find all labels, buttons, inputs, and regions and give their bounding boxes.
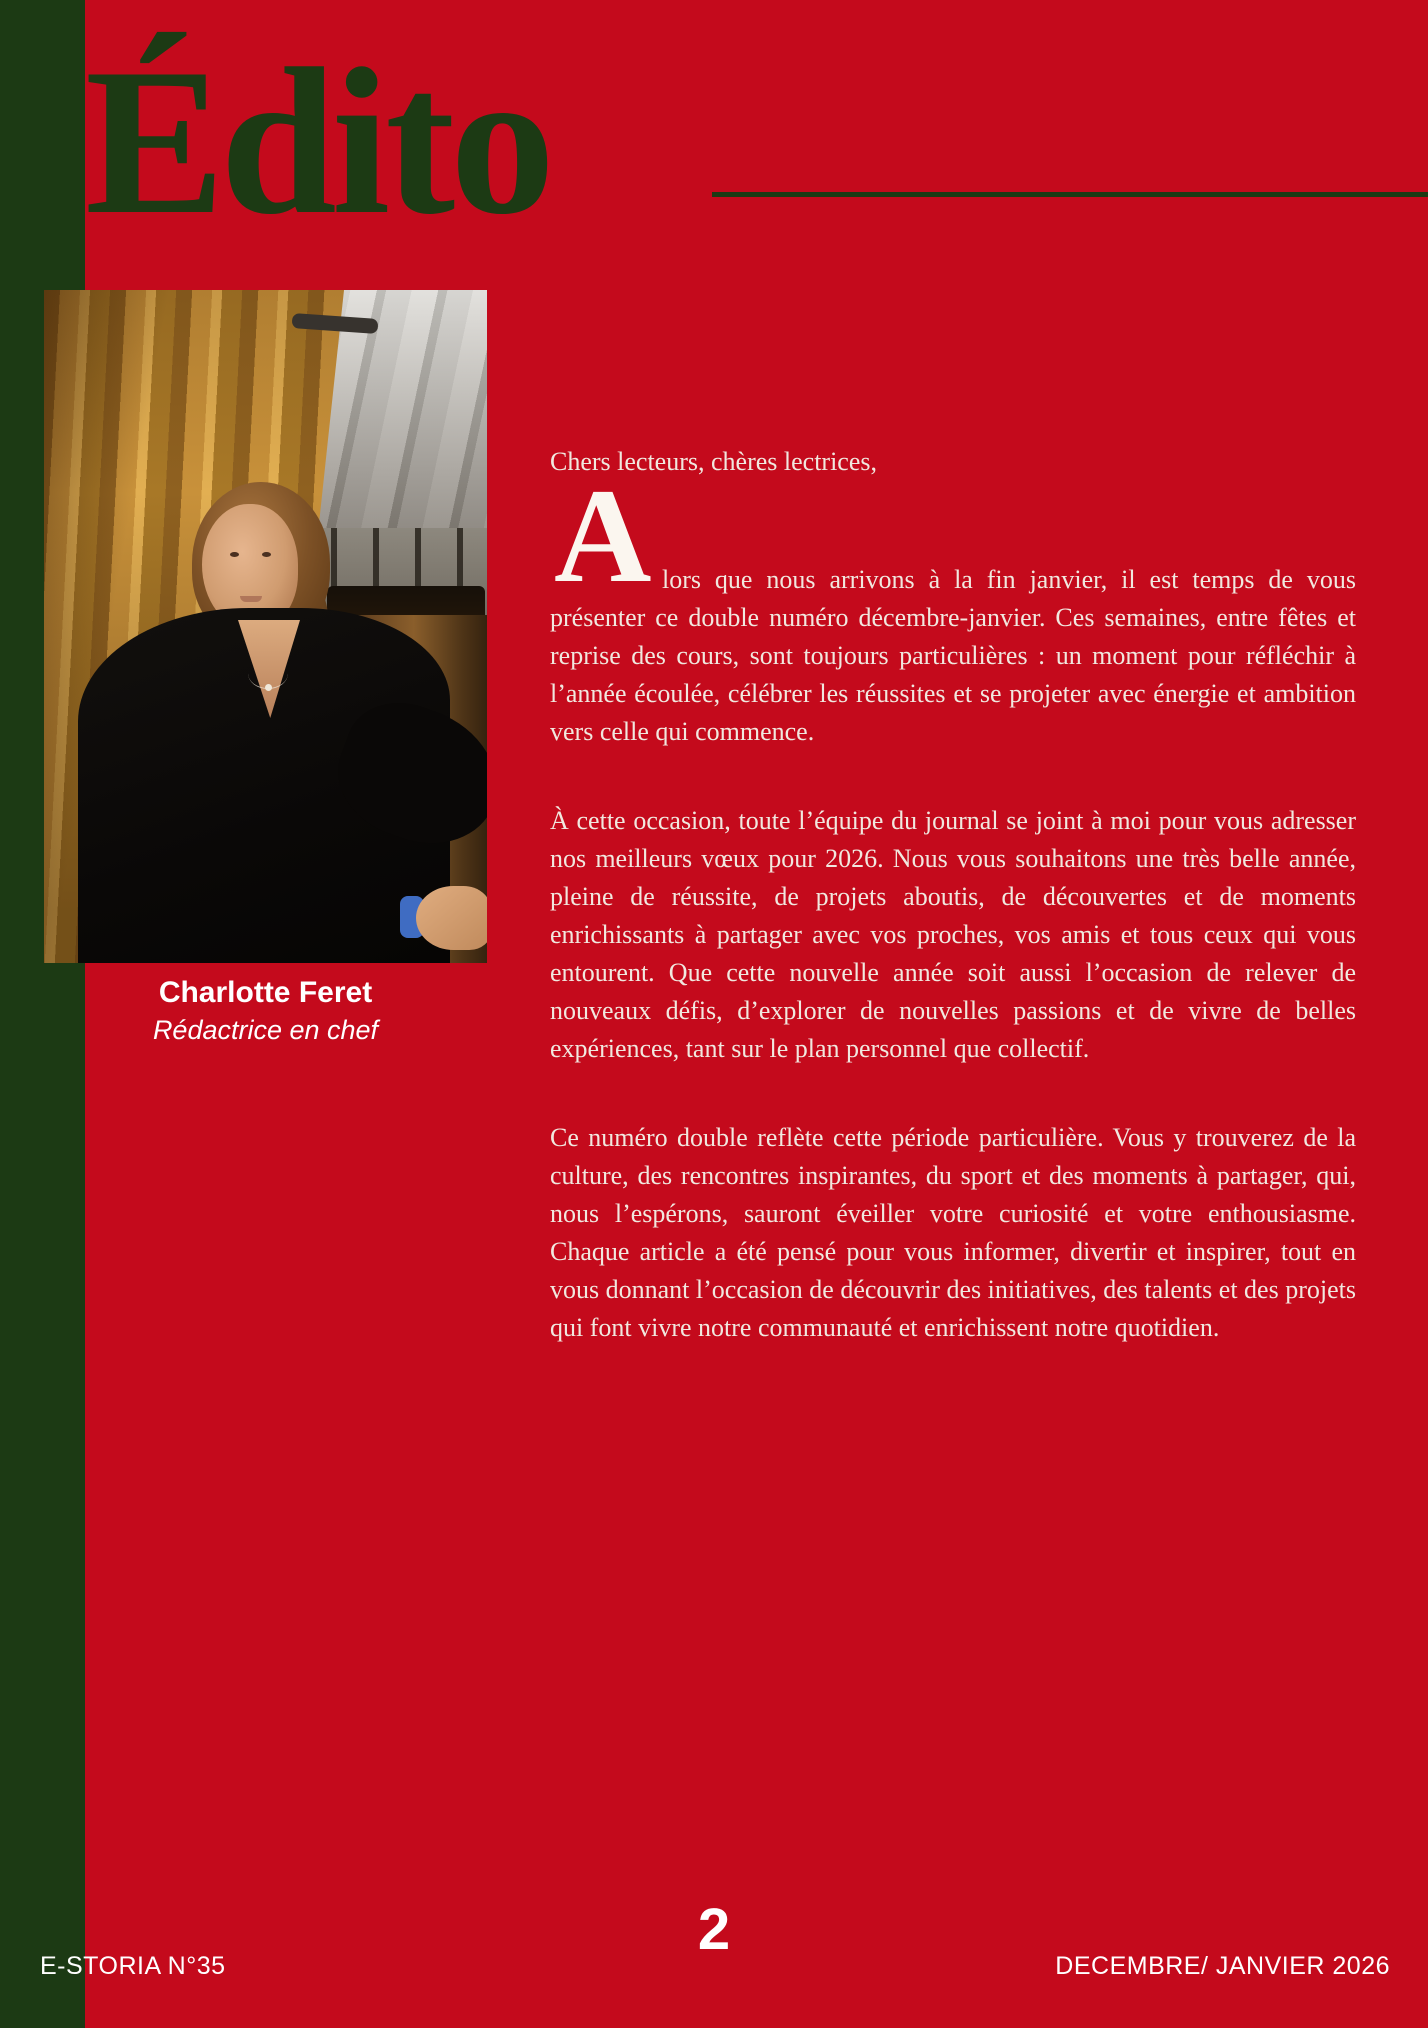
paragraph-2: À cette occasion, toute l’équipe du journal se joint à moi pour vous adresser nos meilleurs vœux pour 2026. Nous vous souhaitons une très belle année, pleine de réussite, de projets aboutis, de découvertes et de moments enrichissants à partager avec vos proches, vos amis et tous ceux qui vous entourent. Que cette nouvelle année soit aussi l’occasion de relever de nouveaux défis, d’explorer de nouvelles passions et de vivre de belles expériences, tant sur le plan personnel que collectif. xyxy=(550,806,1356,1063)
hand xyxy=(416,886,487,950)
editor-photo xyxy=(44,290,487,963)
footer-issue-label: E-STORIA N°35 xyxy=(40,1952,226,1980)
eye-right xyxy=(262,552,271,557)
page-number: 2 xyxy=(697,1897,731,1962)
title-rule xyxy=(712,192,1428,197)
mouth xyxy=(240,596,262,602)
editorial-body xyxy=(550,443,1356,1347)
photo-caption xyxy=(44,974,487,1048)
editor-name: Charlotte Feret xyxy=(158,976,373,1009)
eye-left xyxy=(230,552,239,557)
greeting-line: Chers lecteurs, chères lectrices, xyxy=(550,447,878,476)
necklace-pendant xyxy=(265,684,272,691)
editor-role: Rédactrice en chef xyxy=(152,1015,379,1045)
drop-cap-initial: A xyxy=(554,462,652,611)
paragraph-3: Ce numéro double reflète cette période particulière. Vous y trouverez de la culture, des rencontres inspirantes, du sport et des moments à partager, qui, nous l’espérons, sauront éveiller votre curiosité et votre enthousiasme. Chaque article a été pensé pour vous informer, divertir et inspirer, tout en vous donnant l’occasion de découvrir des initiatives, des talents et des projets qui font vivre notre communauté et enrichissent notre quotidien. xyxy=(550,1123,1356,1342)
page-title: Édito xyxy=(85,26,551,258)
footer-date-label: DECEMBRE/ JANVIER 2026 xyxy=(1055,1952,1390,1980)
paragraph-1: lors que nous arrivons à la fin janvier, il est temps de vous présenter ce double numéro décembre-janvier. Ces semaines, entre fêtes et reprise des cours, sont toujours particulières : un moment pour réfléchir à l’année écoulée, célébrer les réussites et se projeter avec énergie et ambition vers celle qui commence. xyxy=(550,565,1356,746)
